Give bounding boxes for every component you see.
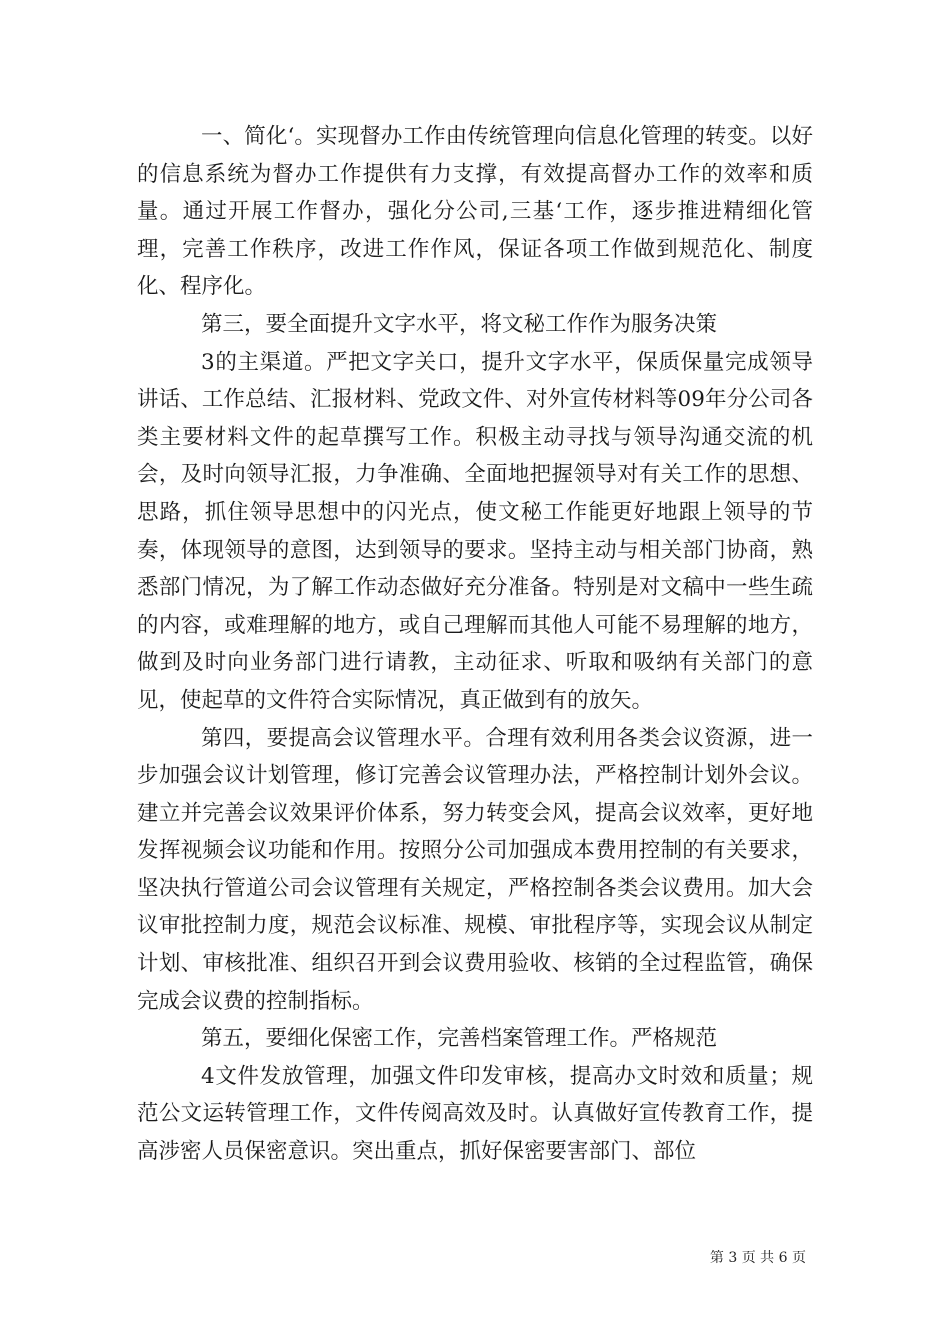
document-body bbox=[137, 118, 813, 1171]
paragraph-meeting-management: 第四，要提高会议管理水平。合理有效利用各类会议资源，进一步加强会议计划管理，修订完善会议管理办法，严格控制计划外会议。建立并完善会议效果评价体系，努力转变会风，提高会议效率，更好地发挥视频会议功能和作用。按照分公司加强成本费用控制的有关要求，坚决执行管道公司会议管理有关规定，严格控制各类会议费用。加大会议审批控制力度，规范会议标准、规模、审批程序等，实现会议从制定计划、审核批准、组织召开到会议费用验收、核销的全过程监管，确保完成会议费的控制指标。 bbox=[137, 725, 813, 1014]
paragraph-fifth-heading: 第五，要细化保密工作，完善档案管理工作。严格规范 bbox=[201, 1026, 718, 1052]
page-number: 第 3 页 共 6 页 bbox=[709, 1250, 806, 1266]
paragraph-writing-level: 3的主渠道。严把文字关口，提升文字水平，保质保量完成领导讲话、工作总结、汇报材料、党政文件、对外宣传材料等09年分公司各类主要材料文件的起草撰写工作。积极主动寻找与领导沟通交流的机会，及时向领导汇报，力争准确、全面地把握领导对有关工作的思想、思路，抓住领导思想中的闪光点，使文秘工作能更好地跟上领导的节奏，体现领导的意图，达到领导的要求。坚持主动与相关部门协商，熟悉部门情况，为了解工作动态做好充分准备。特别是对文稿中一些生疏的内容，或难理解的地方，或自己理解而其他人可能不易理解的地方，做到及时向业务部门进行请教，主动征求、听取和吸纳有关部门的意见，使起草的文件符合实际情况，真正做到有的放矢。 bbox=[137, 349, 813, 713]
paragraph-third-heading: 第三，要全面提升文字水平，将文秘工作作为服务决策 bbox=[201, 311, 718, 337]
paragraph-confidentiality: 4文件发放管理，加强文件印发审核，提高办文时效和质量；规范公文运转管理工作，文件传阅高效及时。认真做好宣传教育工作，提高涉密人员保密意识。突出重点，抓好保密要害部门、部位 bbox=[137, 1063, 813, 1165]
paragraph-simplify: 一、简化‘。实现督办工作由传统管理向信息化管理的转变。以好的信息系统为督办工作提供有力支撑，有效提高督办工作的效率和质量。通过开展工作督办，强化分公司,三基‘工作，逐步推进精细化管理，完善工作秩序，改进工作作风，保证各项工作做到规范化、制度化、程序化。 bbox=[137, 124, 813, 300]
